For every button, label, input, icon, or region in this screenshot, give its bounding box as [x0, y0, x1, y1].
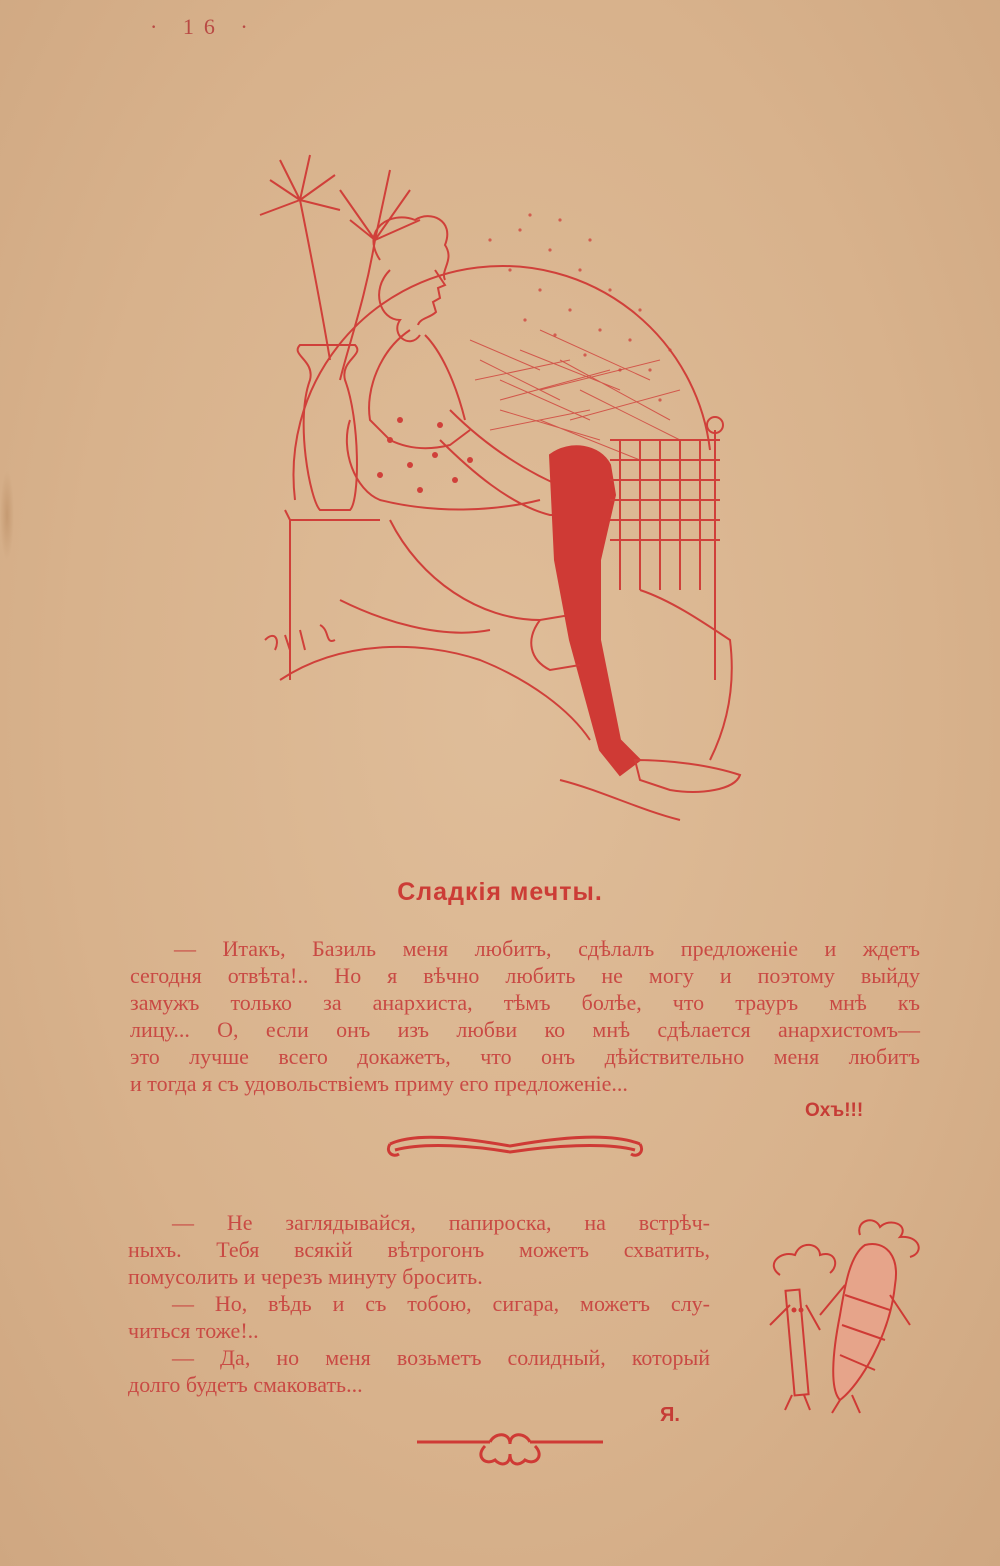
- page-number: · 16 ·: [150, 14, 258, 39]
- text-line: — Не заглядывайся, папироска, на встрѣч-: [172, 1210, 710, 1235]
- ornament-divider: [385, 1128, 645, 1164]
- text-line: читься тоже!..: [128, 1318, 259, 1343]
- text-line: помусолить и черезъ минуту бросить.: [128, 1264, 483, 1289]
- signature-author: Я.: [660, 1404, 680, 1426]
- text-line: и тогда я съ удовольствіемъ приму его предложеніе...: [130, 1071, 628, 1096]
- signature-exclamation: Охъ!!!: [805, 1100, 864, 1121]
- text-line: долго будетъ смаковать...: [128, 1372, 363, 1397]
- ornament-tailpiece: [415, 1430, 605, 1470]
- text-line: — Но, вѣдь и съ тобою, сигара, можетъ слу-: [172, 1291, 710, 1316]
- text-line: — Да, но меня возьметъ солидный, который: [172, 1345, 710, 1370]
- text-line: сегодня отвѣта!.. Но я вѣчно любить не могу и поэтому выйду: [130, 963, 920, 988]
- text-line: замужъ только за анархиста, тѣмъ болѣе, что трауръ мнѣ къ: [130, 990, 920, 1015]
- paragraph-cigarette-cigar: [128, 1209, 710, 1398]
- text-line: это лучше всего докажетъ, что онъ дѣйствительно меня любитъ: [130, 1044, 920, 1069]
- paper-stain: [0, 470, 14, 560]
- paragraph-sweet-dreams: [130, 935, 920, 1097]
- text-line: ныхъ. Тебя всякій вѣтрогонъ можетъ схватить,: [128, 1237, 710, 1262]
- text-line: лицу... О, если онъ изъ любви ко мнѣ сдѣлается анархистомъ—: [130, 1017, 920, 1042]
- article-title: Сладкія мечты.: [397, 878, 603, 906]
- cigarette-and-cigar-illustration: [760, 1215, 950, 1415]
- woman-stocking-illustration: [240, 120, 760, 840]
- text-line: — Итакъ, Базиль меня любитъ, сдѣлалъ предложеніе и ждетъ: [174, 936, 920, 961]
